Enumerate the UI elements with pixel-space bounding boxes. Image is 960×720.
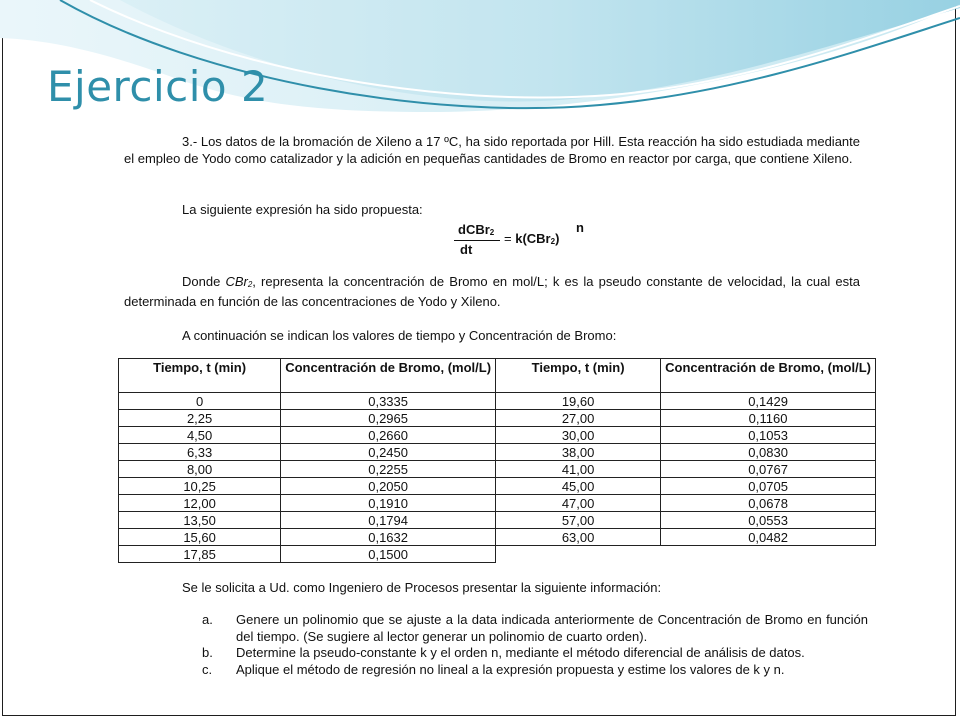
table-row: 0 0,3335 19,60 0,1429 (119, 393, 876, 410)
header-conc-2: Concentración de Bromo, (mol/L) (661, 359, 876, 393)
intro-text: 3.- Los datos de la bromación de Xileno a 17 ºC, ha sido reportada por Hill. Esta reacción ha sido estudiada mediante el empleo de Yodo como catalizador y la adición en pequeñas cantidades de Bromo en reactor por carga, que contiene Xileno. (124, 134, 860, 166)
table-row: 17,85 0,1500 (119, 546, 876, 563)
expression-intro: La siguiente expresión ha sido propuesta: (182, 202, 423, 217)
table-row: 2,25 0,2965 27,00 0,1160 (119, 410, 876, 427)
list-item: a. Genere un polinomio que se ajuste a la data indicada anteriormente de Concentración de Bromo en función del tiempo. (Se sugiere al lector generar un polinomio de cuarto orden). (202, 612, 868, 644)
table-row: 8,00 0,2255 41,00 0,0767 (119, 461, 876, 478)
list-item: b. Determine la pseudo-constante k y el orden n, mediante el método diferencial de análisis de datos. (202, 645, 805, 660)
header-conc-1: Concentración de Bromo, (mol/L) (281, 359, 496, 393)
table-row: 15,60 0,1632 63,00 0,0482 (119, 529, 876, 546)
table-row: 4,50 0,2660 30,00 0,1053 (119, 427, 876, 444)
intro-paragraph (124, 134, 860, 167)
donde-paragraph: Donde CBr2, representa la concentración de Bromo en mol/L; k es la pseudo constante de velocidad, la cual esta determinada en función de las concentraciones de Yodo y Xileno. (124, 274, 860, 309)
continuation-text: A continuación se indican los valores de tiempo y Concentración de Bromo: (182, 328, 617, 343)
rate-equation (454, 222, 594, 262)
task-list (202, 612, 868, 678)
header-time-2: Tiempo, t (min) (496, 359, 661, 393)
equation-rhs: = k(CBr2) (504, 231, 560, 246)
equation-denominator: dt (460, 242, 473, 257)
table-row: 10,25 0,2050 45,00 0,0705 (119, 478, 876, 495)
list-item: c. Aplique el método de regresión no lineal a la expresión propuesta y estime los valores de k y n. (202, 661, 785, 677)
data-table (118, 358, 876, 563)
donde-variable: CBr2 (225, 274, 253, 289)
fraction-bar (454, 240, 500, 241)
table-row: 6,33 0,2450 38,00 0,0830 (119, 444, 876, 461)
request-intro: Se le solicita a Ud. como Ingeniero de Procesos presentar la siguiente información: (182, 580, 662, 595)
header-time-1: Tiempo, t (min) (119, 359, 281, 393)
table-row: 13,50 0,1794 57,00 0,0553 (119, 512, 876, 529)
slide-title: Ejercicio 2 (47, 62, 269, 111)
table-header-row (119, 359, 876, 393)
table-row: 12,00 0,1910 47,00 0,0678 (119, 495, 876, 512)
equation-exponent: n (576, 220, 584, 235)
equation-numerator: dCBr2 (458, 222, 495, 237)
exercise-document (114, 124, 876, 680)
